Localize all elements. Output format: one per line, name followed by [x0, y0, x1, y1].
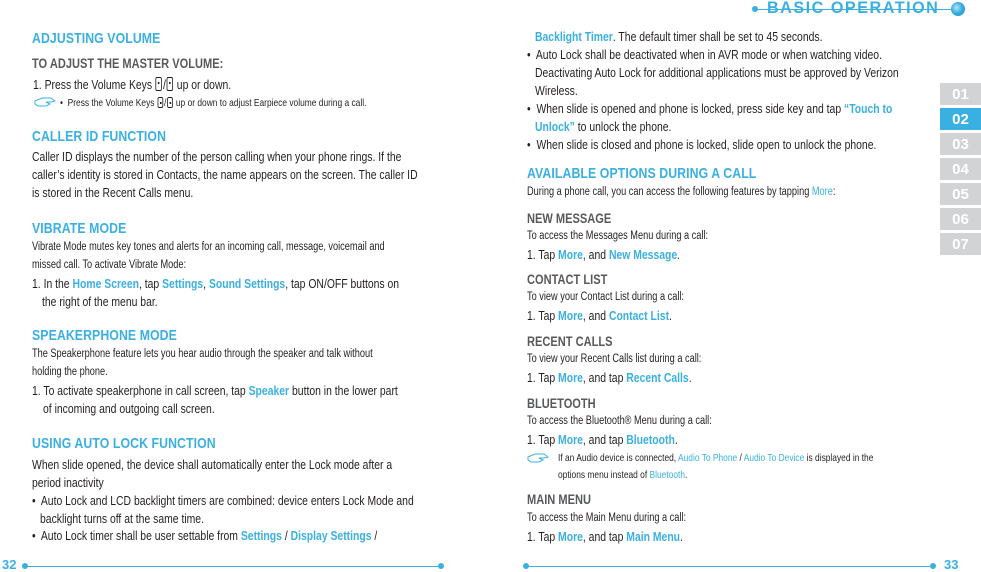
- section-header-title: BASIC OPERATION: [767, 0, 940, 17]
- bluetooth-step: 1. Tap More, and tap Bluetooth.: [527, 432, 678, 447]
- volume-down-key-icon: [167, 77, 173, 91]
- auto-lock-bullet-5: • When slide is closed and phone is locked, slide open to unlock the phone.: [527, 137, 877, 152]
- volume-step-1: 1. Press the Volume Keys / up or down.: [33, 77, 232, 92]
- caller-id-line-1: Caller ID displays the number of the person calling when your phone rings. If the: [32, 149, 402, 164]
- available-options-intro: During a phone call, you can access the following features by tapping More:: [527, 186, 836, 198]
- sound-settings-link[interactable]: Sound Settings: [208, 276, 286, 291]
- bluetooth-link[interactable]: Bluetooth: [626, 432, 675, 447]
- speakerphone-title: SPEAKERPHONE MODE: [32, 327, 177, 344]
- auto-lock-bullet-2: • Auto Lock timer shall be user settable from Settings / Display Settings /: [32, 528, 378, 543]
- footer-dot-right-end: [930, 563, 936, 569]
- caller-id-title: CALLER ID FUNCTION: [32, 128, 167, 145]
- main-menu-desc: To access the Main Menu during a call:: [527, 512, 687, 524]
- bluetooth-note-line-2: options menu instead of Bluetooth.: [558, 469, 688, 481]
- chapter-tab-05[interactable]: 05: [940, 183, 981, 205]
- page-number-right: 33: [944, 557, 959, 572]
- main-menu-title: MAIN MENU: [527, 492, 591, 507]
- vibrate-line-2: missed call. To activate Vibrate Mode:: [32, 259, 187, 271]
- chapter-tab-06[interactable]: 06: [940, 208, 981, 230]
- vibrate-line-1: Vibrate Mode mutes key tones and alerts for an incoming call, message, voicemail and: [32, 241, 385, 253]
- contact-list-title: CONTACT LIST: [527, 272, 608, 287]
- available-options-title: AVAILABLE OPTIONS DURING A CALL: [527, 165, 757, 182]
- auto-lock-line-2: period inactivity: [32, 475, 104, 490]
- auto-lock-bullet-3-cont-1: Deactivating Auto Lock for additional applications must be approved by Verizon: [535, 65, 899, 80]
- footer-dot-left-start: [22, 563, 28, 569]
- footer-rule-right: [526, 566, 934, 567]
- main-menu-link[interactable]: Main Menu: [626, 529, 681, 544]
- audio-to-device-link[interactable]: Audio To Device: [743, 452, 805, 464]
- earpiece-up-key-icon: [158, 97, 164, 108]
- vibrate-mode-title: VIBRATE MODE: [32, 220, 127, 237]
- bluetooth-link-note[interactable]: Bluetooth: [649, 469, 686, 481]
- footer-dot-right-start: [523, 563, 529, 569]
- backlight-timer-link[interactable]: Backlight Timer: [535, 29, 613, 44]
- note-hand-icon-bluetooth: [527, 452, 549, 464]
- auto-lock-bullet-3-cont-2: Wireless.: [535, 83, 578, 98]
- vibrate-step-1-cont: the right of the menu bar.: [42, 294, 158, 309]
- display-settings-link[interactable]: Display Settings: [290, 528, 372, 543]
- bluetooth-desc: To access the Bluetooth® Menu during a call:: [527, 415, 712, 427]
- chapter-tab-02[interactable]: 02: [940, 108, 981, 130]
- more-link-contact-list[interactable]: More: [558, 308, 583, 323]
- unlock-link[interactable]: Unlock”: [535, 119, 575, 134]
- header-bubble-icon: [951, 2, 965, 16]
- adjusting-volume-title: ADJUSTING VOLUME: [32, 30, 161, 47]
- note-hand-icon: [34, 96, 56, 108]
- auto-lock-bullet-4-cont: Unlock” to unlock the phone.: [535, 119, 672, 134]
- chapter-tab-03[interactable]: 03: [940, 133, 981, 155]
- bluetooth-title: BLUETOOTH: [527, 396, 596, 411]
- more-link-new-message[interactable]: More: [558, 247, 583, 262]
- auto-lock-bullet-1: • Auto Lock and LCD backlight timers are combined: device enters Lock Mode and: [32, 493, 414, 508]
- recent-calls-desc: To view your Recent Calls list during a call:: [527, 353, 702, 365]
- backlight-timer-line: Backlight Timer. The default timer shall be set to 45 seconds.: [535, 29, 823, 44]
- recent-calls-title: RECENT CALLS: [527, 334, 613, 349]
- new-message-link[interactable]: New Message: [608, 247, 678, 262]
- earpiece-down-key-icon: [167, 97, 173, 108]
- new-message-title: NEW MESSAGE: [527, 211, 612, 226]
- bluetooth-note-line-1: If an Audio device is connected, Audio To Phone / Audio To Device is displayed in the: [558, 452, 874, 464]
- more-link-bluetooth[interactable]: More: [558, 432, 583, 447]
- more-link-recent-calls[interactable]: More: [558, 370, 583, 385]
- speakerphone-step-1-cont: of incoming and outgoing call screen.: [43, 401, 215, 416]
- vibrate-step-1: 1. In the Home Screen, tap Settings, Sound Settings, tap ON/OFF buttons on: [32, 276, 400, 291]
- recent-calls-link[interactable]: Recent Calls: [626, 370, 689, 385]
- new-message-step: 1. Tap More, and New Message.: [527, 247, 681, 262]
- caller-id-line-2: caller’s identity is stored in Contacts, the name appears on the screen. The caller ID: [32, 167, 418, 182]
- chapter-tab-07[interactable]: 07: [940, 233, 981, 255]
- footer-rule-left: [22, 566, 442, 567]
- volume-up-key-icon: [156, 77, 162, 91]
- main-menu-step: 1. Tap More, and tap Main Menu.: [527, 529, 683, 544]
- caller-id-line-3: is stored in the Recent Calls menu.: [32, 185, 194, 200]
- header-rule-dot: [752, 6, 758, 12]
- auto-lock-bullet-3: • Auto Lock shall be deactivated when in AVR mode or when watching video.: [527, 47, 882, 62]
- settings-link[interactable]: Settings: [162, 276, 204, 291]
- settings-link-2[interactable]: Settings: [240, 528, 282, 543]
- touch-to-unlock-link[interactable]: “Touch to: [844, 101, 893, 116]
- auto-lock-bullet-4: • When slide is opened and phone is locked, press side key and tap “Touch to: [527, 101, 893, 116]
- contact-list-desc: To view your Contact List during a call:: [527, 291, 684, 303]
- contact-list-link[interactable]: Contact List: [608, 308, 670, 323]
- volume-note: • Press the Volume Keys / up or down to adjust Earpiece volume during a call.: [60, 97, 367, 109]
- speakerphone-line-2: holding the phone.: [32, 366, 108, 378]
- adjust-master-volume-subtitle: TO ADJUST THE MASTER VOLUME:: [32, 56, 224, 71]
- more-link-intro[interactable]: More: [811, 186, 833, 198]
- auto-lock-line-1: When slide opened, the device shall automatically enter the Lock mode after a: [32, 457, 393, 472]
- chapter-tab-04[interactable]: 04: [940, 158, 981, 180]
- new-message-desc: To access the Messages Menu during a call:: [527, 230, 709, 242]
- more-link-main-menu[interactable]: More: [558, 529, 583, 544]
- recent-calls-step: 1. Tap More, and tap Recent Calls.: [527, 370, 692, 385]
- speaker-link[interactable]: Speaker: [248, 383, 290, 398]
- contact-list-step: 1. Tap More, and Contact List.: [527, 308, 672, 323]
- auto-lock-title: USING AUTO LOCK FUNCTION: [32, 435, 216, 452]
- page-number-left: 32: [2, 557, 17, 572]
- speakerphone-line-1: The Speakerphone feature lets you hear audio through the speaker and talk without: [32, 348, 373, 360]
- auto-lock-bullet-1-cont: backlight turns off at the same time.: [40, 511, 204, 526]
- chapter-tab-01[interactable]: 01: [940, 83, 981, 105]
- audio-to-phone-link[interactable]: Audio To Phone: [678, 452, 738, 464]
- footer-dot-left-end: [438, 563, 444, 569]
- speakerphone-step-1: 1. To activate speakerphone in call screen, tap Speaker button in the lower part: [32, 383, 398, 398]
- home-screen-link[interactable]: Home Screen: [72, 276, 139, 291]
